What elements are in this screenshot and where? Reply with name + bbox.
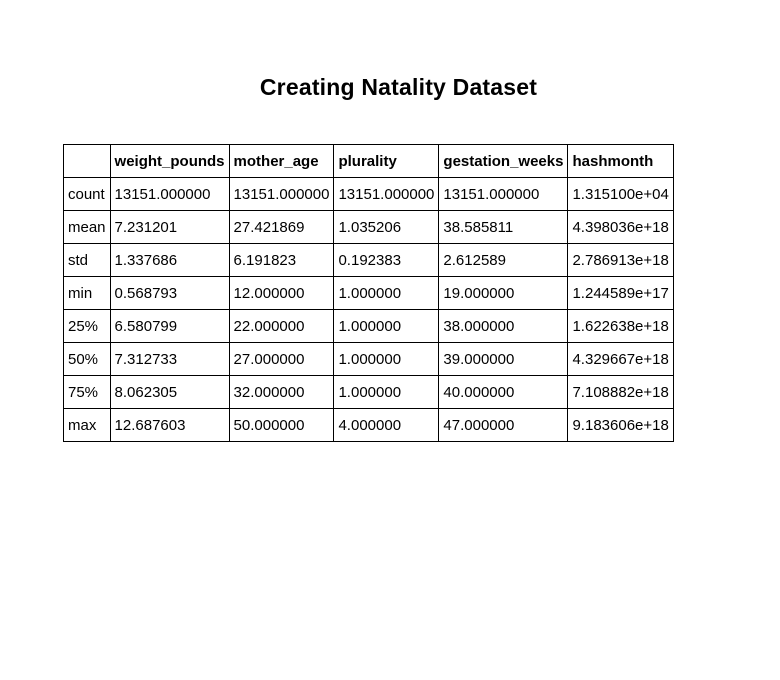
statistics-table	[63, 144, 674, 442]
row-label: max	[64, 409, 111, 442]
row-label: 25%	[64, 310, 111, 343]
table-cell: 4.398036e+18	[568, 211, 673, 244]
table-cell: 2.786913e+18	[568, 244, 673, 277]
header-index	[64, 145, 111, 178]
table-cell: 27.421869	[229, 211, 334, 244]
table-cell: 19.000000	[439, 277, 568, 310]
row-label: 50%	[64, 343, 111, 376]
table-row	[64, 409, 674, 442]
table-row	[64, 343, 674, 376]
table-body	[64, 178, 674, 442]
table-cell: 50.000000	[229, 409, 334, 442]
row-label: mean	[64, 211, 111, 244]
table-cell: 13151.000000	[439, 178, 568, 211]
table-cell: 1.000000	[334, 343, 439, 376]
table-cell: 12.687603	[110, 409, 229, 442]
table-cell: 32.000000	[229, 376, 334, 409]
table-row	[64, 376, 674, 409]
table-row	[64, 211, 674, 244]
table-cell: 47.000000	[439, 409, 568, 442]
table-cell: 4.000000	[334, 409, 439, 442]
table-cell: 27.000000	[229, 343, 334, 376]
table-cell: 4.329667e+18	[568, 343, 673, 376]
header-plurality: plurality	[334, 145, 439, 178]
table-cell: 40.000000	[439, 376, 568, 409]
header-weight-pounds: weight_pounds	[110, 145, 229, 178]
table-cell: 1.337686	[110, 244, 229, 277]
table-cell: 1.000000	[334, 310, 439, 343]
table-row	[64, 244, 674, 277]
table-header	[64, 145, 674, 178]
table-cell: 7.312733	[110, 343, 229, 376]
table-cell: 7.108882e+18	[568, 376, 673, 409]
row-label: std	[64, 244, 111, 277]
table-cell: 2.612589	[439, 244, 568, 277]
table-cell: 0.568793	[110, 277, 229, 310]
header-mother-age: mother_age	[229, 145, 334, 178]
table-cell: 7.231201	[110, 211, 229, 244]
table-cell: 22.000000	[229, 310, 334, 343]
table-cell: 12.000000	[229, 277, 334, 310]
table-cell: 13151.000000	[110, 178, 229, 211]
table-cell: 1.315100e+04	[568, 178, 673, 211]
table-cell: 39.000000	[439, 343, 568, 376]
row-label: min	[64, 277, 111, 310]
header-hashmonth: hashmonth	[568, 145, 673, 178]
table-cell: 13151.000000	[229, 178, 334, 211]
table-cell: 1.035206	[334, 211, 439, 244]
table-row	[64, 178, 674, 211]
header-gestation-weeks: gestation_weeks	[439, 145, 568, 178]
table-cell: 9.183606e+18	[568, 409, 673, 442]
table-cell: 0.192383	[334, 244, 439, 277]
table-cell: 38.000000	[439, 310, 568, 343]
table-cell: 13151.000000	[334, 178, 439, 211]
header-row	[64, 145, 674, 178]
table-row	[64, 310, 674, 343]
table-cell: 6.580799	[110, 310, 229, 343]
table-cell: 6.191823	[229, 244, 334, 277]
page-title: Creating Natality Dataset	[259, 74, 538, 100]
table-cell: 1.244589e+17	[568, 277, 673, 310]
row-label: count	[64, 178, 111, 211]
table-row	[64, 277, 674, 310]
table-cell: 1.622638e+18	[568, 310, 673, 343]
table-cell: 1.000000	[334, 277, 439, 310]
table-cell: 8.062305	[110, 376, 229, 409]
row-label: 75%	[64, 376, 111, 409]
table-cell: 38.585811	[439, 211, 568, 244]
table-cell: 1.000000	[334, 376, 439, 409]
